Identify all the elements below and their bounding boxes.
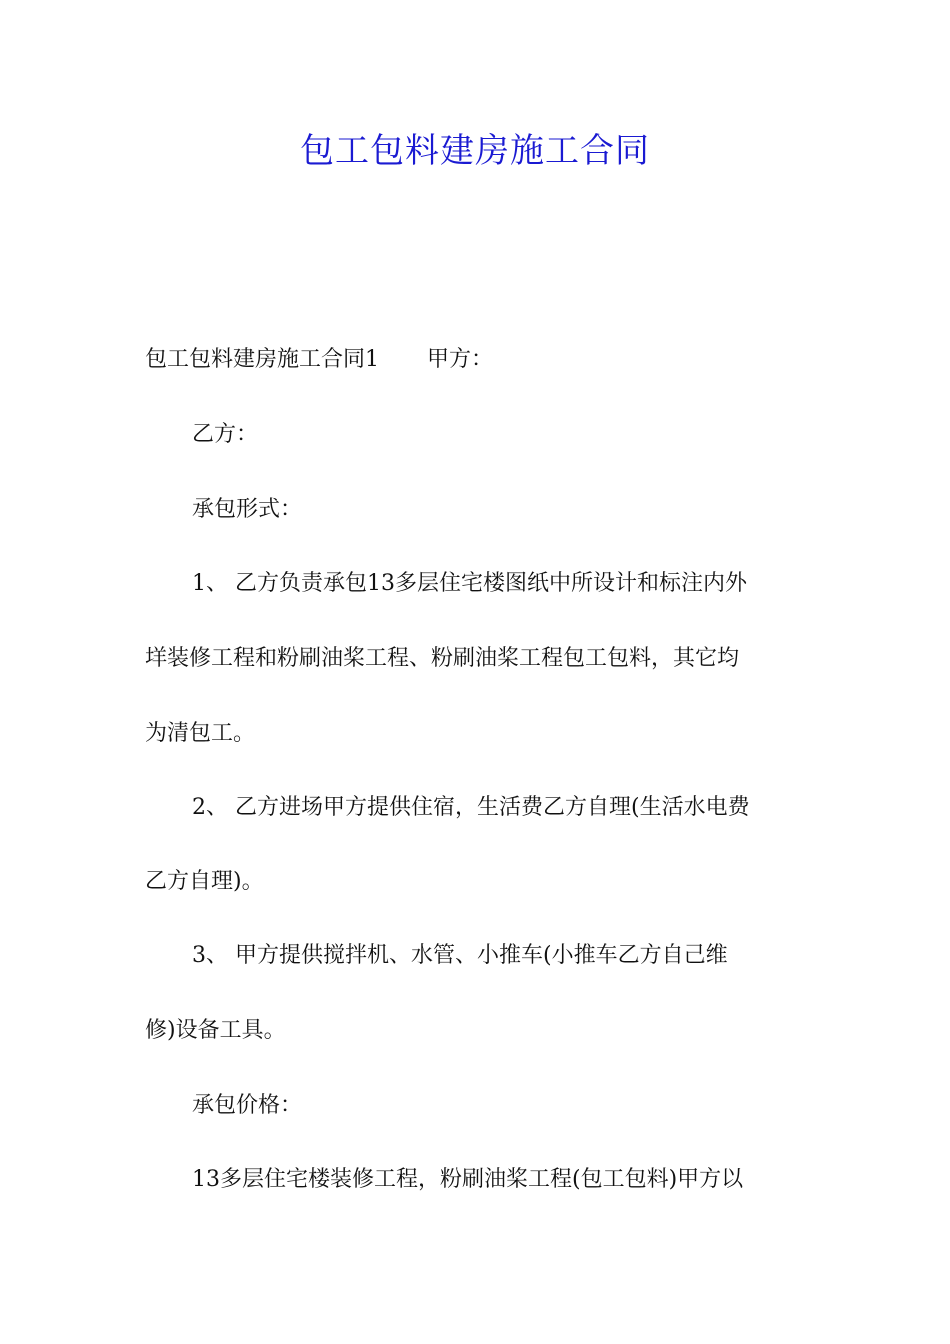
paragraph-3-line-2: 修)设备工具。 — [145, 1018, 286, 1043]
paragraph-1-line-1: 1、 乙方负责承包13多层住宅楼图纸中所设计和标注内外 — [192, 571, 747, 596]
paragraph-1-line-3: 为清包工。 — [145, 721, 256, 746]
price-paragraph-line-1: 13多层住宅楼装修工程，粉刷油桨工程(包工包料)甲方以 — [192, 1167, 744, 1192]
paragraph-3-line-1: 3、 甲方提供搅拌机、水管、小推车(小推车乙方自己维 — [192, 943, 728, 968]
paragraph-2-line-2: 乙方自理)。 — [145, 869, 264, 894]
heading-line — [145, 344, 815, 376]
contract-form-heading: 承包形式： — [192, 497, 303, 522]
paragraph-1-line-2: 垟装修工程和粉刷油桨工程、粉刷油桨工程包工包料，其它均 — [145, 646, 740, 671]
price-heading: 承包价格： — [192, 1093, 303, 1118]
paragraph-2-line-1: 2、 乙方进场甲方提供住宿，生活费乙方自理(生活水电费 — [192, 795, 750, 820]
party-b-label: 乙方： — [192, 422, 259, 447]
contract-heading: 包工包料建房施工合同1 — [145, 347, 379, 372]
document-title: 包工包料建房施工合同 — [300, 131, 650, 171]
party-a-label: 甲方： — [427, 347, 494, 372]
